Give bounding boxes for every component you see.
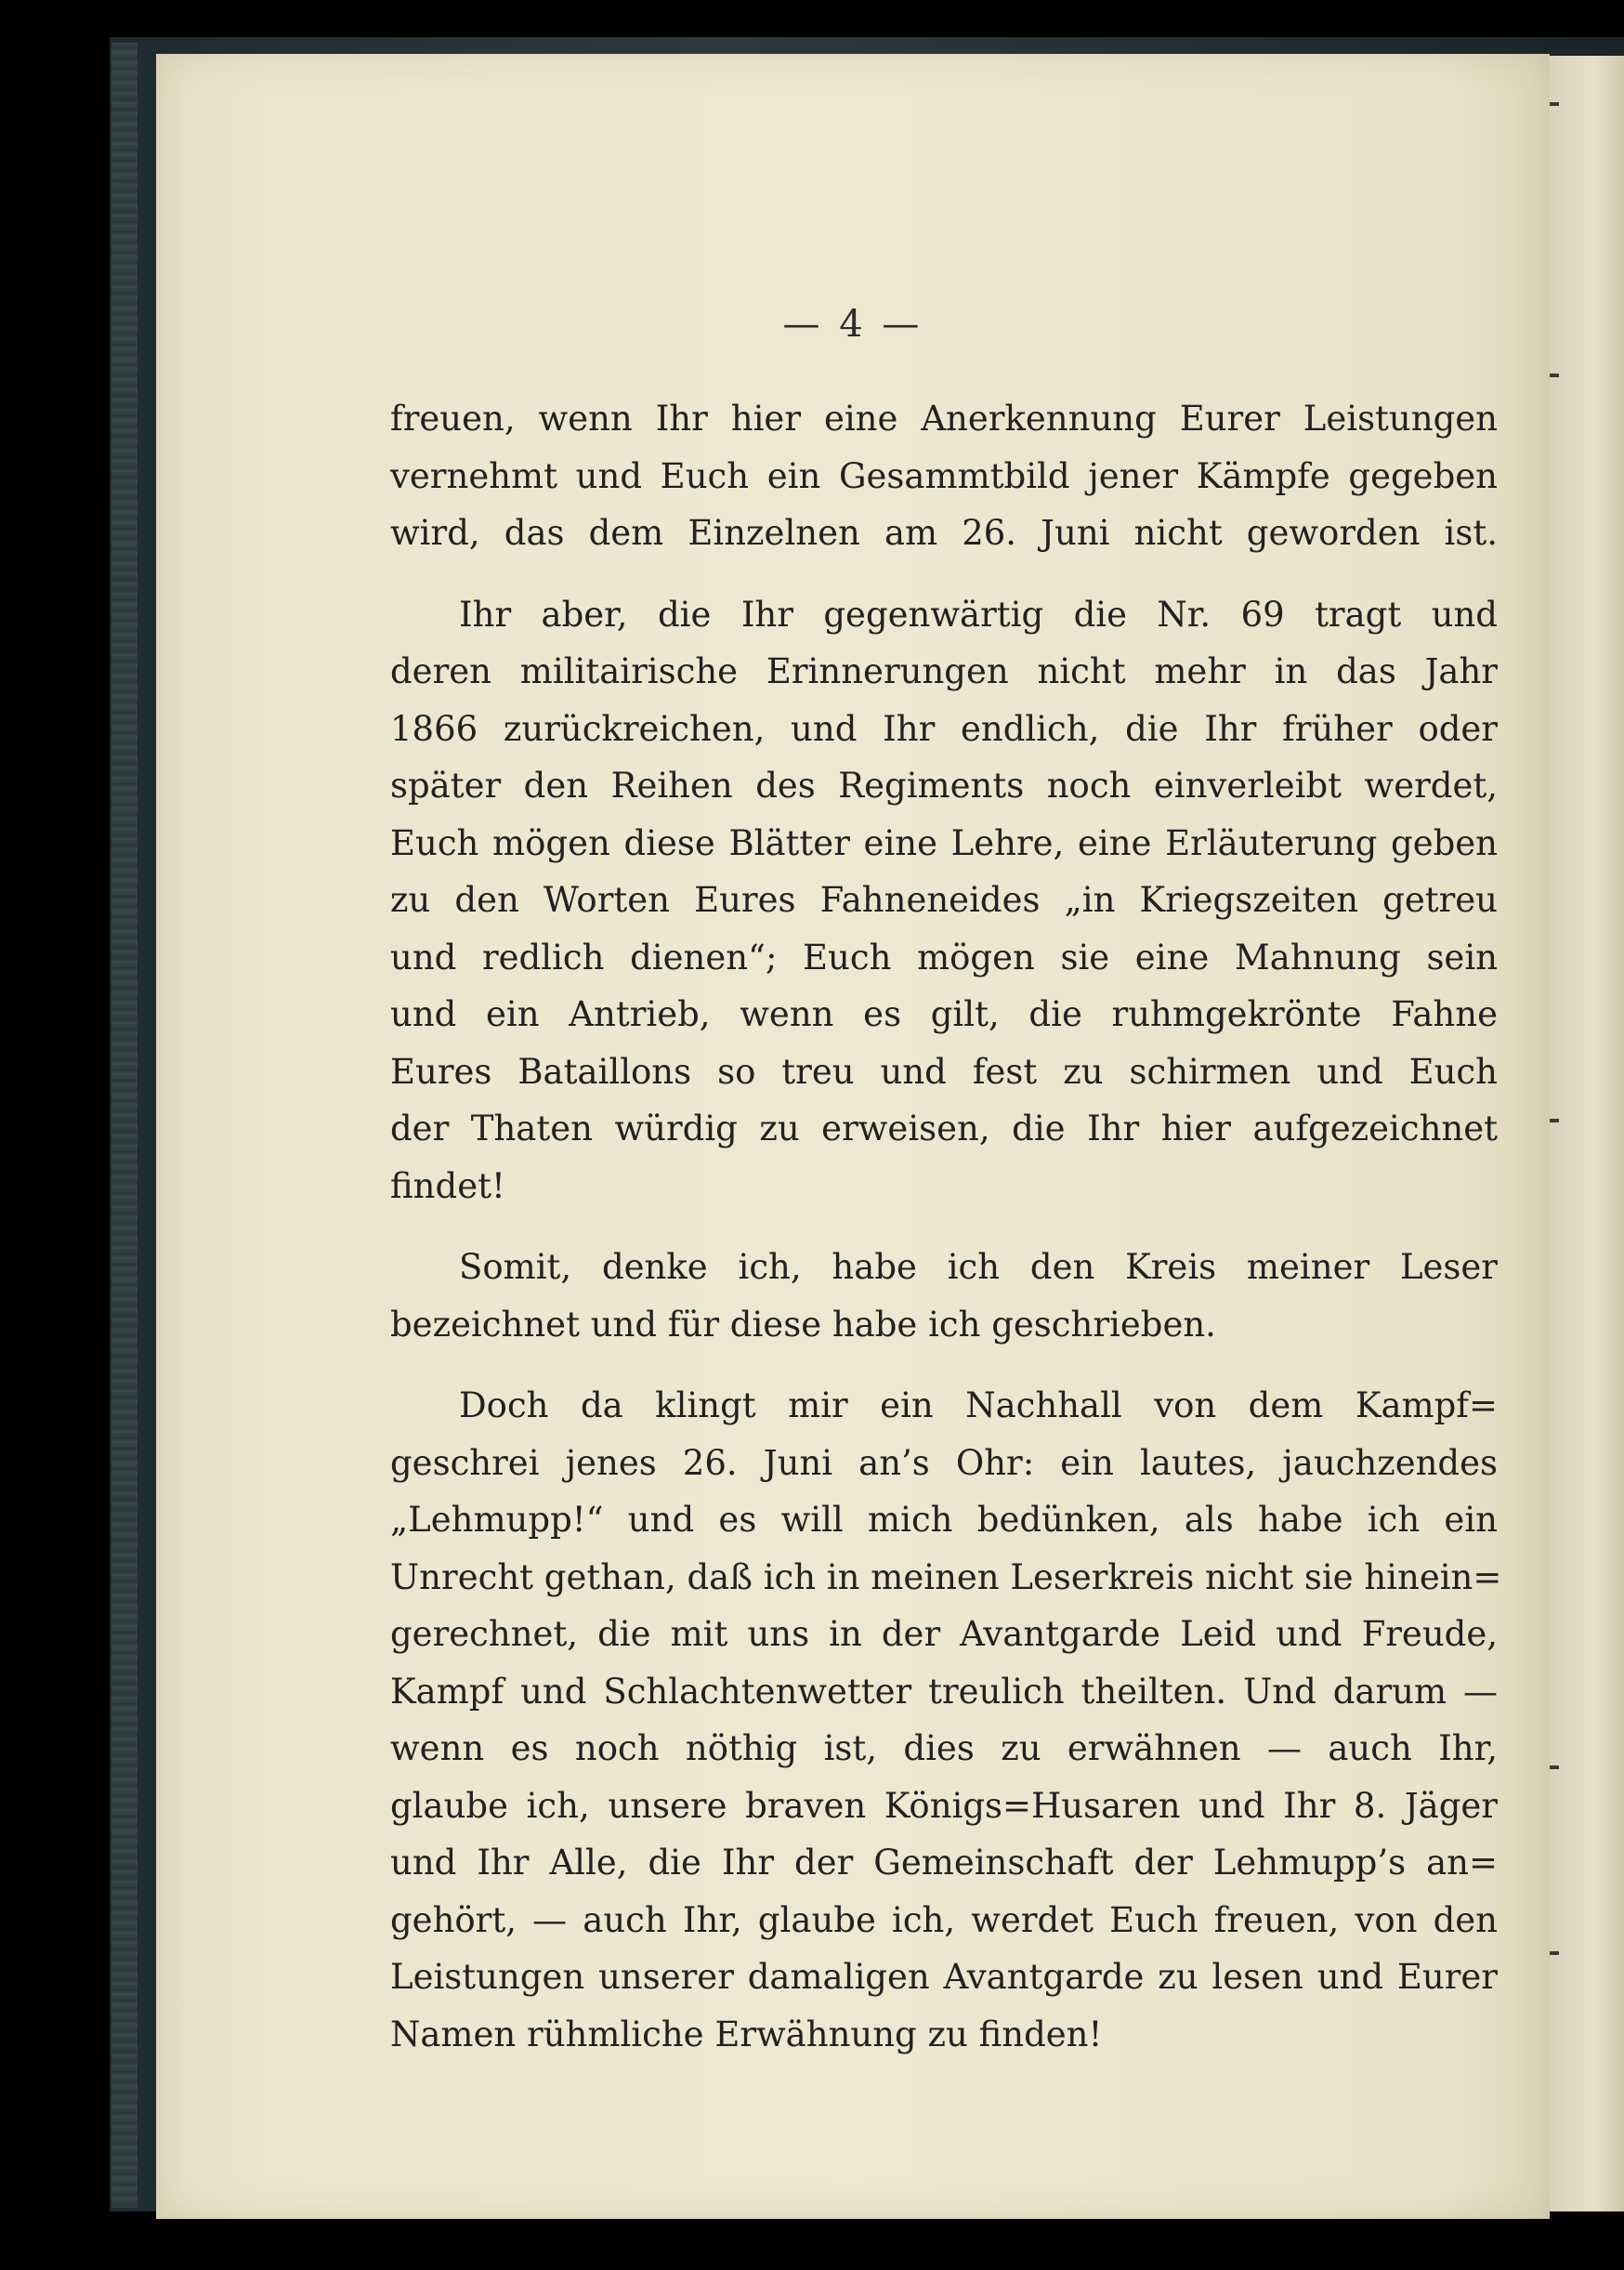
paper-page bbox=[156, 54, 1550, 2219]
page-edge-mark bbox=[1550, 1119, 1559, 1122]
text-line: gerechnet, die mit uns in der Avantgarde Leid und Freude, bbox=[390, 1614, 1498, 1654]
adjacent-page-edge bbox=[1550, 56, 1624, 2211]
text-line: und Ihr Alle, die Ihr der Gemeinschaft der Lehmupp’s an= bbox=[390, 1843, 1498, 1883]
text-line: gehört, — auch Ihr, glaube ich, werdet Euch freuen, von den bbox=[390, 1899, 1498, 1940]
text-line: Eures Bataillons so treu und fest zu schirmen und Euch bbox=[390, 1051, 1498, 1092]
text-line: Leistungen unserer damaligen Avantgarde zu lesen und Eurer bbox=[390, 1957, 1498, 1997]
book-binding-edge bbox=[111, 43, 138, 2208]
text-line: bezeichnet und für diese habe ich geschrieben. bbox=[390, 1304, 1216, 1345]
text-line: 1866 zurückreichen, und Ihr endlich, die Ihr früher oder bbox=[390, 708, 1498, 749]
text-line: der Thaten würdig zu erweisen, die Ihr hier aufgezeichnet bbox=[390, 1109, 1498, 1148]
text-line: zu den Worten Eures Fahneneides „in Kriegszeiten getreu bbox=[390, 880, 1498, 920]
text-line: findet! bbox=[390, 1165, 505, 1206]
text-line: geschrei jenes 26. Juni an’s Ohr: ein lautes, jauchzendes bbox=[390, 1442, 1498, 1483]
paragraph-gap bbox=[390, 1353, 1498, 1377]
paragraph-gap bbox=[390, 562, 1498, 586]
text-line: später den Reihen des Regiments noch einverleibt werdet, bbox=[390, 766, 1498, 806]
page-edge-mark bbox=[1550, 374, 1559, 377]
text-line: vernehmt und Euch ein Gesammtbild jener Kämpfe gegeben bbox=[390, 455, 1498, 496]
paragraph-gap bbox=[390, 1214, 1498, 1239]
text-line: Kampf und Schlachtenwetter treulich theilten. Und darum — bbox=[390, 1671, 1498, 1712]
page-edge-mark bbox=[1550, 102, 1559, 106]
text-line: Euch mögen diese Blätter eine Lehre, eine Erläuterung geben bbox=[390, 822, 1498, 863]
text-line: und redlich dienen“; Euch mögen sie eine Mahnung sein bbox=[390, 937, 1498, 978]
text-line: und ein Antrieb, wenn es gilt, die ruhmgekrönte Fahne bbox=[390, 994, 1498, 1034]
text-line: glaube ich, unsere braven Königs=Husaren und Ihr 8. Jäger bbox=[390, 1785, 1498, 1826]
text-line: deren militairische Erinnerungen nicht mehr in das Jahr bbox=[390, 651, 1498, 691]
text-line: Somit, denke ich, habe ich den Kreis meiner Leser bbox=[459, 1247, 1498, 1287]
text-line: Unrecht gethan, daß ich in meinen Leserkreis nicht sie hinein= bbox=[390, 1556, 1502, 1597]
text-line: „Lehmupp!“ und es will mich bedünken, als habe ich ein bbox=[390, 1500, 1498, 1540]
page-edge-mark bbox=[1550, 1951, 1559, 1955]
page-number: — 4 — bbox=[782, 303, 923, 346]
text-line: Doch da klingt mir ein Nachhall von dem Kampf= bbox=[459, 1385, 1498, 1425]
text-line: Namen rühmliche Erwähnung zu finden! bbox=[390, 2014, 1103, 2054]
text-line: wenn es noch nöthig ist, dies zu erwähnen — auch Ihr, bbox=[390, 1728, 1498, 1768]
body-text bbox=[390, 390, 1502, 2063]
page-edge-mark bbox=[1550, 1765, 1559, 1769]
text-line: freuen, wenn Ihr hier eine Anerkennung Eurer Leistungen bbox=[390, 399, 1498, 439]
text-line: wird, das dem Einzelnen am 26. Juni nicht geworden ist. bbox=[390, 513, 1498, 553]
text-line: Ihr aber, die Ihr gegenwärtig die Nr. 69 tragt und bbox=[459, 594, 1498, 635]
